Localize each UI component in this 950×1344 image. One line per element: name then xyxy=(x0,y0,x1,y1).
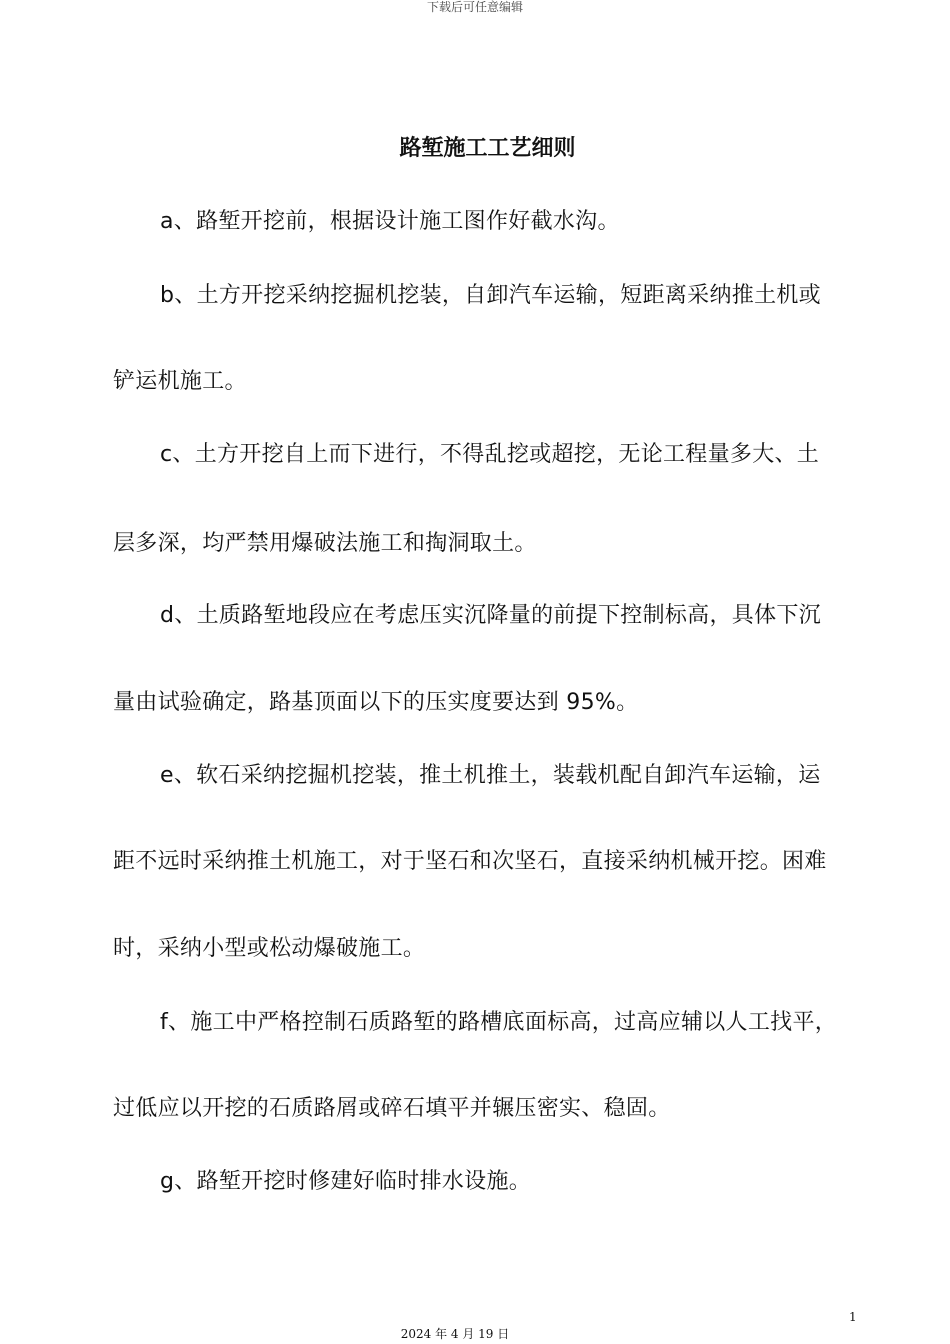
paragraph-g: g、路堑开挖时修建好临时排水设施。 xyxy=(160,1169,532,1194)
paragraph-f-line-1: f、施工中严格控制石质路堑的路槽底面标高，过高应辅以人工找平， xyxy=(160,1010,838,1035)
paragraph-d-line-1: d、土质路堑地段应在考虑压实沉降量的前提下控制标高，具体下沉 xyxy=(160,603,821,628)
document-title: 路堑施工工艺细则 xyxy=(399,136,576,161)
paragraph-f-line-2: 过低应以开挖的石质路屑或碎石填平并辗压密实、稳固。 xyxy=(113,1096,671,1121)
paragraph-c-line-1: c、土方开挖自上而下进行，不得乱挖或超挖，无论工程量多大、土 xyxy=(160,442,820,467)
paragraph-e-line-3: 时，采纳小型或松动爆破施工。 xyxy=(113,936,426,961)
paragraph-e-line-1: e、软石采纳挖掘机挖装，推土机推土，装载机配自卸汽车运输，运 xyxy=(160,763,821,788)
paragraph-b-line-2: 铲运机施工。 xyxy=(113,369,247,394)
paragraph-a: a、路堑开挖前，根据设计施工图作好截水沟。 xyxy=(160,209,620,234)
footer-date: 2024 年 4 月 19 日 xyxy=(400,1327,510,1341)
paragraph-b-line-1: b、土方开挖采纳挖掘机挖装，自卸汽车运输，短距离采纳推土机或 xyxy=(160,283,821,308)
paragraph-d-line-2: 量由试验确定，路基顶面以下的压实度要达到 95%。 xyxy=(113,690,639,715)
paragraph-c-line-2: 层多深，均严禁用爆破法施工和掏洞取土。 xyxy=(113,531,537,556)
paragraph-e-line-2: 距不远时采纳推土机施工，对于坚石和次坚石，直接采纳机械开挖。困难 xyxy=(113,849,827,874)
page-header: 下载后可任意编辑 xyxy=(426,0,523,14)
page-number: 1 xyxy=(849,1310,857,1324)
